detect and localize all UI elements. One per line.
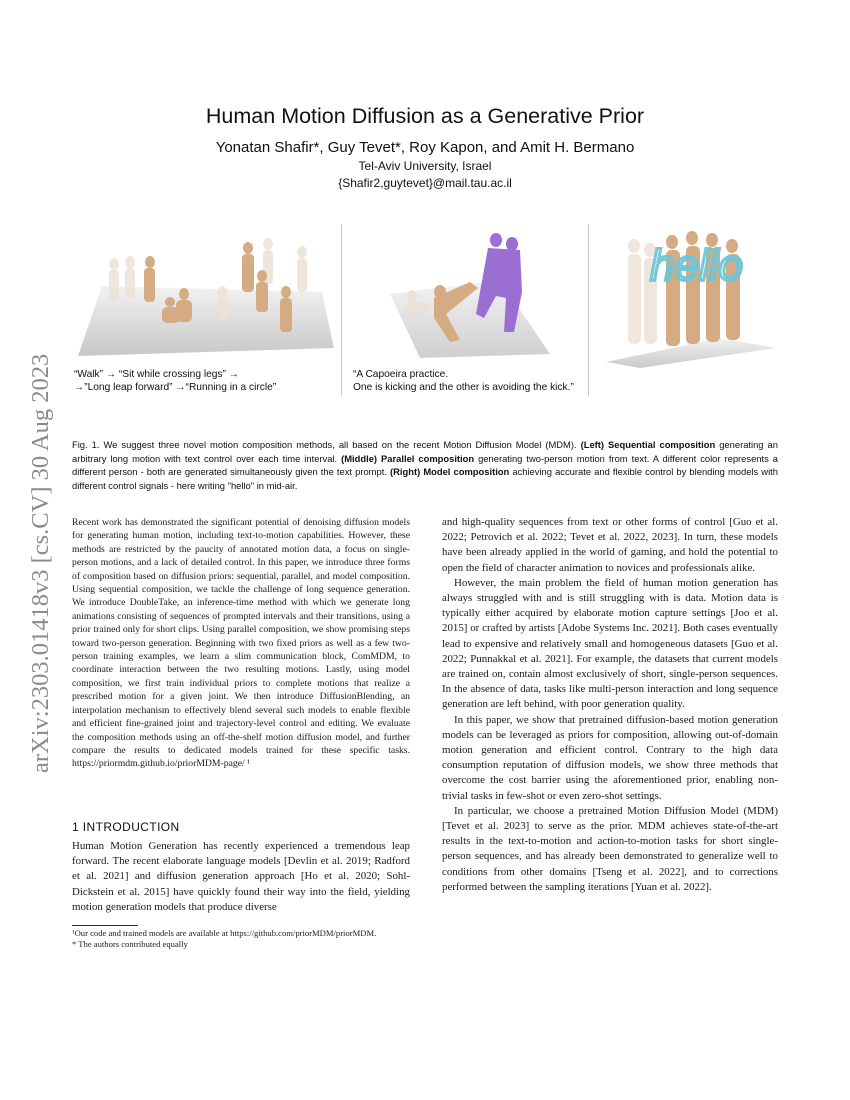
paragraph: In particular, we choose a pretrained Motion Diffusion Model (MDM) [Tevet et al. 2023] to serve as the prior. MDM achieves state-of-the-art results in the text-to-motion and action-to-motion tasks for short single-person sequences, and has already been demonstrated to generalize well to conditions from other domains [Tseng et al. 2022], and to corrections performed between the sampling iterations [Yuan et al. 2022]. (442, 804, 778, 893)
sequential-prompt-line-2: →”Long leap forward” →“Running in a circle” (74, 382, 277, 393)
figure-divider (341, 224, 342, 396)
caption-left-text: generating an arbitrary long motion with text control over each time interval. (72, 439, 778, 464)
figure-1 (72, 222, 782, 402)
intro-column-left (72, 839, 410, 915)
sequential-prompt-line-1: “Walk” → “Sit while crossing legs” → (74, 369, 239, 380)
paper-title: Human Motion Diffusion as a Generative Prior (205, 104, 645, 128)
arxiv-stamp-text: arXiv:2303.01418v3 [cs.CV] 30 Aug 2023 (27, 353, 54, 773)
model-render (600, 222, 782, 372)
intro-column-right (442, 515, 778, 895)
figure-panel-parallel (350, 222, 585, 362)
parallel-prompt-line-2: One is kicking and the other is avoiding the kick.” (353, 382, 574, 393)
abstract (72, 516, 410, 771)
figure-caption-sequential (74, 368, 339, 394)
figure-panel-model (600, 222, 782, 372)
caption-middle-label: (Middle) Parallel composition (341, 452, 475, 464)
paragraph: In this paper, we show that pretrained diffusion-based motion generation models can be leveraged as priors for composition, allowing out-of-domain motion generation and efficient control. Contrary to the high data consumption reputation of diffusion models, we show three methods that overcome the cost barrier using the aforementioned prior, enabling non-trivial tasks in few-shot or even zero-shot settings. (442, 713, 778, 802)
hello-trajectory: hello (650, 241, 743, 290)
affiliation: Tel-Aviv University, Israel (358, 159, 492, 173)
caption-intro: Fig. 1. We suggest three novel motion composition methods, all based on the recent Motion Diffusion Model (MDM). (72, 439, 577, 450)
caption-left-label: (Left) Sequential composition (580, 439, 716, 450)
section-heading-introduction: 1 INTRODUCTION (72, 820, 180, 834)
figure-1-caption (72, 438, 778, 492)
caption-middle-text: generating two-person motion from text. A different color represents a different person - both are generated simultaneously given the text prompt. (72, 452, 778, 477)
author-list: Yonatan Shafir*, Guy Tevet*, Roy Kapon, and Amit H. Bermano (215, 139, 635, 156)
footnotes (72, 928, 410, 951)
contact-email: {Shafir2,guytevet}@mail.tau.ac.il (338, 176, 512, 190)
footnote-code: ¹Our code and trained models are available at https://github.com/priorMDM/priorMDM. (72, 928, 377, 938)
paragraph: and high-quality sequences from text or other forms of control [Guo et al. 2022; Petrovich et al. 2022; Tevet et al. 2022, 2023]. In turn, these models have been already applied in the world of gaming, and hold the potential to open the field of character animation to novices and professionals alike. (442, 516, 778, 574)
figure-caption-parallel (353, 368, 593, 394)
footnote-rule (72, 925, 138, 926)
abstract-text: Recent work has demonstrated the significant potential of denoising diffusion models for generating human motion, including text-to-motion capabilities. However, these methods are restricted by the paucity of annotated motion data, a focus on single-person motions, and a lack of detailed control. In this paper, we introduce three forms of composition based on diffusion priors: sequential, parallel, and model composition. Using sequential composition, we tackle the challenge of long sequence generation. We introduce DoubleTake, an inference-time method with which we generate long animations consisting of sequences of prompted intervals and their transitions, using a prior trained only for short clips. Using parallel composition, we show promising steps toward two-person generation. Beginning with two fixed priors as well as a few two-person training examples, we learn a slim communication block, ComMDM, to coordinate interaction between the two resulting motions. Lastly, using model composition, we first train individual priors to complete motions that realize a prescribed motion for a given joint. We then introduce DiffusionBlending, an interpolation mechanism to effectively blend several such models to enable flexible and efficient fine-grained joint and trajectory-level control and editing. We evaluate the composition methods using an off-the-shelf motion diffusion model, and further compare the results to dedicated models trained for these specific tasks. https://priormdm.github.io/priorMDM-page/ ¹ (72, 517, 410, 770)
parallel-render (350, 222, 585, 362)
figure-panel-sequential (72, 222, 337, 362)
arxiv-stamp (18, 285, 58, 775)
footnote-equal-contribution: * The authors contributed equally (72, 939, 188, 950)
parallel-prompt-line-1: “A Capoeira practice. (353, 369, 449, 380)
caption-right-label: (Right) Model composition (390, 466, 510, 477)
sequential-render (72, 222, 337, 362)
figure-divider (588, 224, 589, 396)
caption-right-text: achieving accurate and flexible control by blending models with different control signals - here writing "hello" in mid-air. (72, 466, 778, 491)
paragraph: However, the main problem the field of human motion generation has always struggled with and is still struggling with is data. Motion data is typically either acquired by elaborate motion capture settings [Joo et al. 2015] or crafted by artists [Adobe Systems Inc. 2021]. Both cases eventually lead to expensive and relatively small and homogeneous datasets [Guo et al. 2022; Punnakkal et al. 2021]. For example, the datasets that current models are trained on, contain almost exclusively of short, single-person sequences. In the absence of data, tasks like multi-person interaction and long sequence generation are left behind, with poor generation quality. (442, 576, 778, 711)
intro-paragraph: Human Motion Generation has recently experienced a tremendous leap forward. The recent elaborate language models [Devlin et al. 2019; Radford et al. 2021] and diffusion generation approach [Ho et al. 2020; Sohl-Dickstein et al. 2015] have quickly found their way into the field, yielding motion generation models that produce diverse (72, 840, 410, 913)
